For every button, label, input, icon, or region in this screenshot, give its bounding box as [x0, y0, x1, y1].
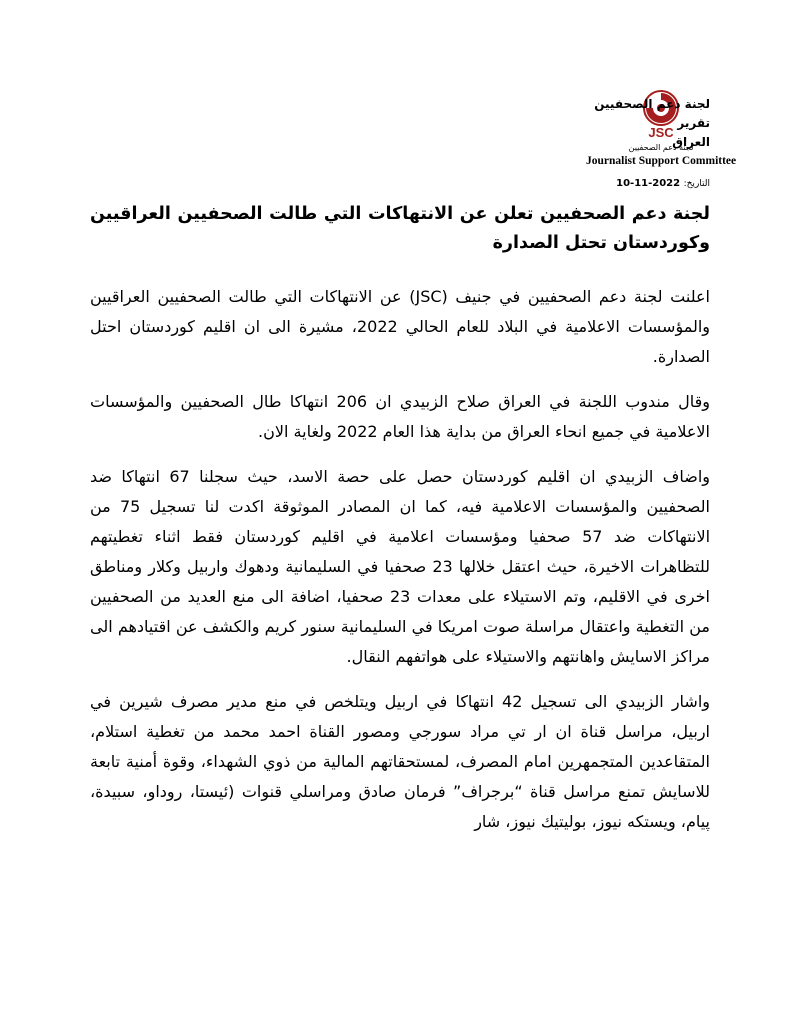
paragraph: وقال مندوب اللجنة في العراق صلاح الزبيدي ان 206 انتهاكا طال الصحفيين والمؤسسات الاعلامية في جميع انحاء العراق من بداية هذا العام 2022 ولغاية الان.: [90, 392, 710, 441]
date-label: التاريخ:: [683, 179, 710, 189]
paragraph: واشار الزبيدي الى تسجيل 42 انتهاكا في اربيل ويتلخص في منع مدير مصرف شيرين في اربيل، مراسل قناة ان ار تي مراد سورجي ومصور القناة احمد محمد من تغطية استلام، المتقاعدين المتجمهرين امام المصرف، لمستحقاتهم المالية من ذوي الشهداء، وقوة أمنية تابعة للاسايش تمنع مراسل قناة “برجراف” فرمان صادق ومراسلي قنوات (ئيستا، روداو، سبيدة، پيام، ويستكه نيوز، بوليتيك نيوز، شار: [90, 692, 711, 831]
document-title: لجنة دعم الصحفيين تعلن عن الانتهاكات التي طالت الصحفيين العراقيين وكوردستان تحتل الصدارة: [90, 204, 710, 253]
document-body: [90, 282, 710, 852]
country-name: العراق: [672, 135, 710, 149]
date-line: [616, 178, 710, 189]
logo-english-name: Journalist Support Committee: [586, 155, 737, 167]
paragraph: واضاف الزبيدي ان اقليم كوردستان حصل على حصة الاسد، حيث سجلنا 67 انتهاكا ضد الصحفيين والمؤسسات الاعلامية فيه، كما ان المصادر الموثوقة اكدت لنا تسجيل 75 من الانتهاكات ضد 57 صحفيا ومؤسسات اعلامية في اقليم كوردستان فقط اثناء تغطيتهم للتظاهرات الاخيرة، حيث اعتقل خلالها 23 صحفيا في السليمانية ودهوك واربيل وكلار ومناطق اخرى في الاقليم، وتم الاستيلاء على معدات 23 صحفيا، اضافة الى منع العديد من الصحفيين من التغطية واعتقال مراسلة صوت امريكا في السليمانية سنور كريم والكشف عن اقتيادهم الى مراكز الاسايش واهانتهم والاستيلاء على هواتفهم النقال.: [90, 467, 711, 666]
document-header: [594, 95, 710, 152]
organization-name: لجنة دعم الصحفيين: [594, 97, 710, 111]
document-type: تقرير: [677, 116, 710, 130]
date-value: 2022-11-10: [616, 178, 681, 189]
paragraph: اعلنت لجنة دعم الصحفيين في جنيف (JSC) عن الانتهاكات التي طالت الصحفيين العراقيين والمؤسسات الاعلامية في البلاد للعام الحالي 2022، مشيرة الى ان اقليم كوردستان احتل الصدارة.: [90, 287, 711, 366]
logo-abbreviation: JSC: [648, 125, 674, 140]
logo-arabic-name: لجنة دعم الصحفيين: [628, 143, 694, 152]
